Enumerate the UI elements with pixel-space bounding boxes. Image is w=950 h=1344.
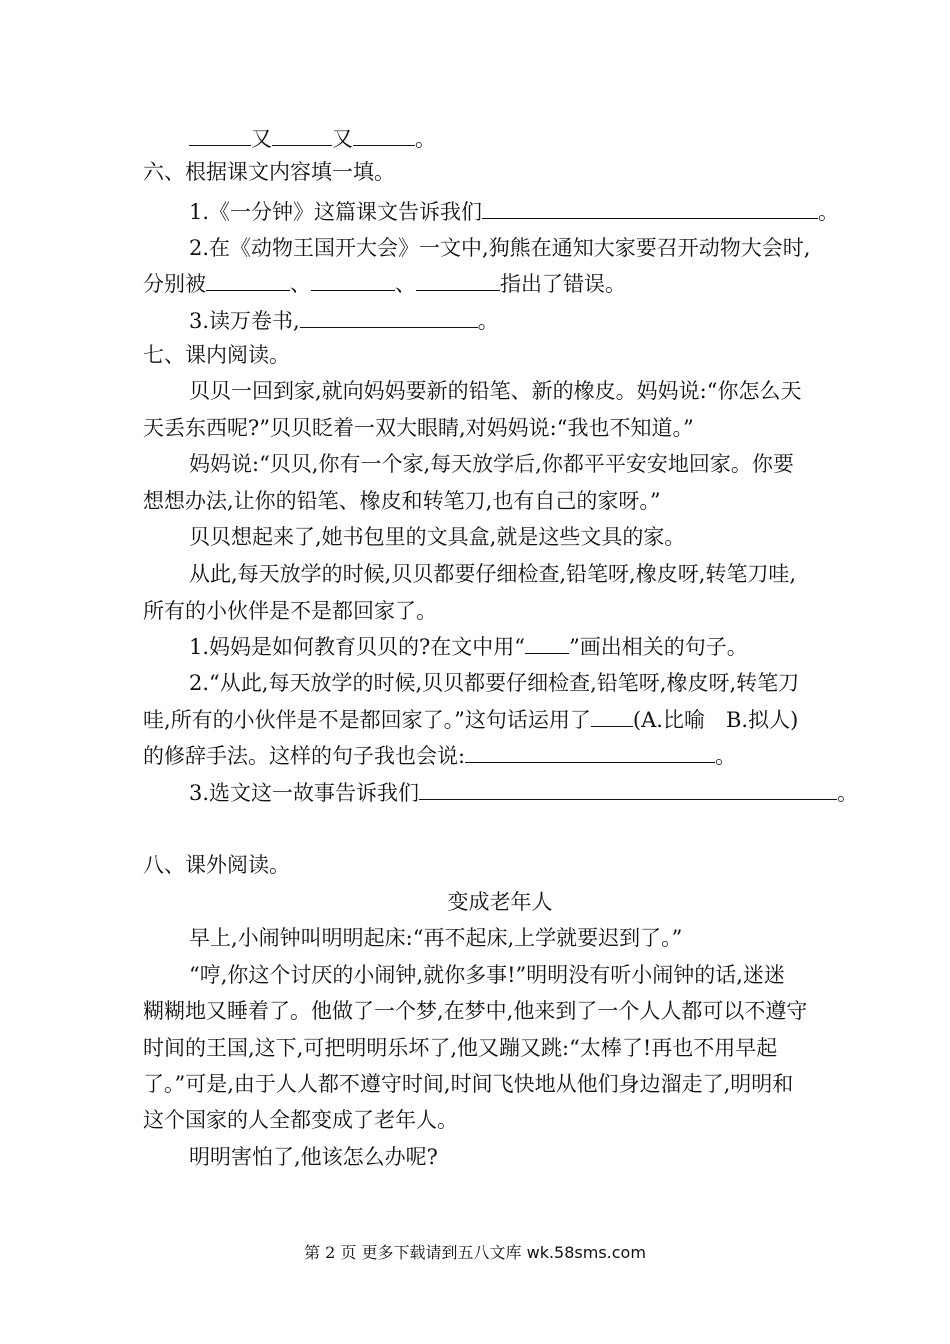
section-6-heading: 六、根据课文内容填一填。 [143,160,395,184]
section-7-question-2-line-2 [143,705,798,735]
answer-blank[interactable] [419,781,837,800]
question-text: 的修辞手法。这样的句子我也会说: [143,744,466,768]
question-text: 3.选文这一故事告诉我们 [189,781,420,805]
story-title: 变成老年人 [447,890,553,914]
answer-blank[interactable] [591,708,633,727]
passage-line: 这个国家的人全都变成了老年人。 [143,1108,458,1132]
passage-line: “哼,你这个讨厌的小闹钟,就你多事!”明明没有听小闹钟的话,迷迷 [189,963,785,987]
section-6-question-2-line-2 [143,269,626,299]
section-6-question-3 [189,306,499,336]
answer-blank[interactable] [416,272,500,291]
passage-line: 早上,小闹钟叫明明起床:“再不起床,上学就要迟到了。” [189,926,683,950]
question-text: ”画出相关的句子。 [569,635,748,659]
text: 。 [477,309,499,333]
fill-in-line [189,124,436,154]
passage-line: 从此,每天放学的时候,贝贝都要仔细检查,铅笔呀,橡皮呀,转笔刀哇, [189,562,797,586]
answer-blank[interactable] [189,127,251,146]
question-text: 1.《一分钟》这篇课文告诉我们 [189,200,483,224]
options-text: (A.比喻 B.拟人) [632,708,799,732]
section-7-question-2-line-3 [143,741,736,771]
answer-blank[interactable] [482,200,818,219]
passage-line: 想想办法,让你的铅笔、橡皮和转笔刀,也有自己的家呀。” [143,489,661,513]
passage-line: 明明害怕了,他该怎么办呢? [189,1145,438,1169]
section-6-question-1 [189,197,839,227]
text: 。 [837,781,859,805]
question-text: 1.妈妈是如何教育贝贝的?在文中用“ [189,635,526,659]
passage-line: 时间的王国,这下,可把明明乐坏了,他又蹦又跳:“太棒了!再也不用早起 [143,1036,778,1060]
answer-blank[interactable] [465,744,715,763]
footer-text: 第 2 页 更多下载请到五八文库 [304,1243,527,1262]
section-7-heading: 七、课内阅读。 [143,343,290,367]
question-text: 哇,所有的小伙伴是不是都回家了。”这句话运用了 [143,708,591,732]
passage-line: 贝贝想起来了,她书包里的文具盒,就是这些文具的家。 [189,525,686,549]
answer-blank[interactable] [272,127,332,146]
text: 。 [715,744,737,768]
answer-blank[interactable] [353,127,415,146]
answer-blank[interactable] [300,309,478,328]
answer-blank[interactable] [525,635,569,654]
answer-blank[interactable] [206,272,290,291]
passage-line: 天丢东西呢?”贝贝眨着一双大眼睛,对妈妈说:“我也不知道。” [143,416,694,440]
section-7-question-3 [189,778,858,808]
page-footer [0,1238,950,1268]
footer-link[interactable]: wk.58sms.com [526,1243,646,1262]
answer-blank[interactable] [311,272,395,291]
passage-line: 了。”可是,由于人人都不遵守时间,时间飞快地从他们身边溜走了,明明和 [143,1072,794,1096]
text: 。 [415,127,436,151]
passage-line: 所有的小伙伴是不是都回家了。 [143,599,437,623]
section-8-heading: 八、课外阅读。 [143,853,290,877]
section-6-question-2: 2.在《动物王国开大会》一文中,狗熊在通知大家要召开动物大会时, [189,236,811,260]
passage-line: 糊糊地又睡着了。他做了一个梦,在梦中,他来到了一个人人都可以不遵守 [143,999,808,1023]
section-7-question-2: 2.“从此,每天放学的时候,贝贝都要仔细检查,铅笔呀,橡皮呀,转笔刀 [189,671,800,695]
section-7-question-1 [189,632,748,662]
text: 、 [290,272,311,296]
text: 又 [332,127,353,151]
text: 又 [251,127,272,151]
text: 。 [818,200,840,224]
text: 分别被 [143,272,206,296]
text: 、 [395,272,416,296]
passage-line: 妈妈说:“贝贝,你有一个家,每天放学后,你都平平安安地回家。你要 [189,452,794,476]
text: 指出了错误。 [500,272,626,296]
question-text: 3.读万卷书, [189,309,300,333]
passage-line: 贝贝一回到家,就向妈妈要新的铅笔、新的橡皮。妈妈说:“你怎么天 [189,379,802,403]
